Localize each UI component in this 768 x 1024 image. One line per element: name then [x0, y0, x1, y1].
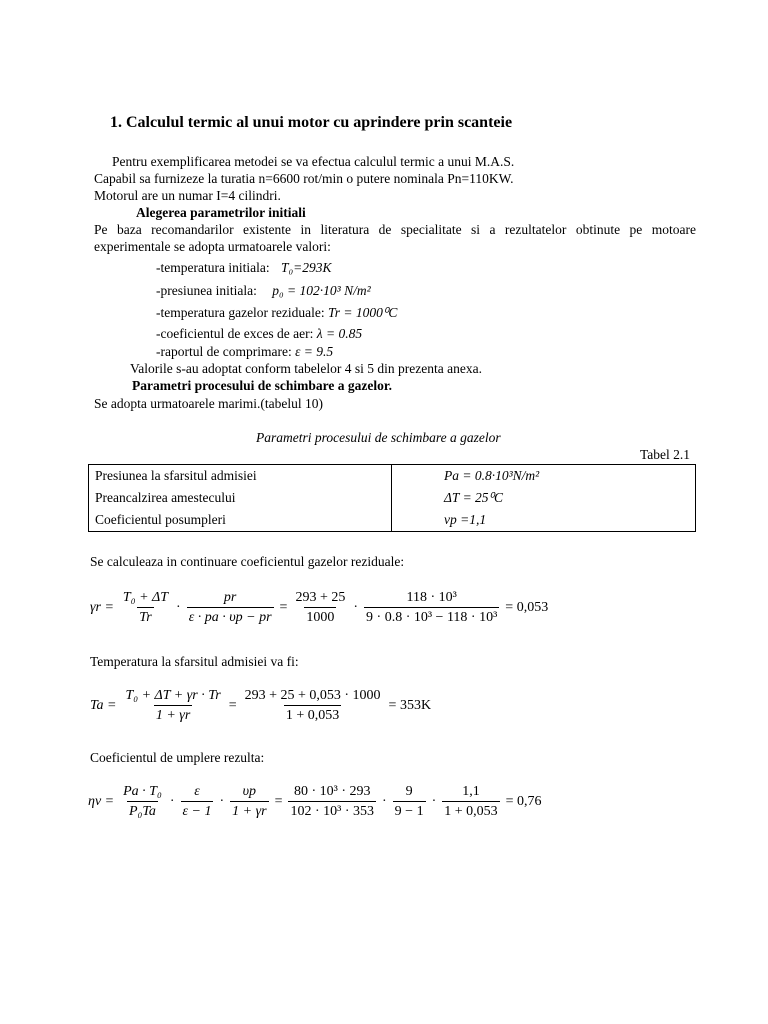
equation-result: = 0,053 [505, 600, 549, 615]
denominator: 1 + 0,053 [284, 705, 341, 724]
fraction [121, 590, 170, 626]
param-item-pressure [156, 283, 371, 299]
equation-intake-temperature: Ta = $\frac{\text{T₀ + ΔT + γr · Tr}}{1 + \gamma r}$ = $\frac{293 + 25 + 0,053 \cdot 1000}{1 + 0,053}$ = 353K [90, 688, 432, 723]
numerator: T₀ + ΔT + γr · Tr [125, 688, 221, 703]
fraction [442, 784, 499, 820]
denominator: ε · pa · υp − pr [187, 607, 274, 626]
numerator: 293 + 25 [295, 590, 346, 605]
denominator: ε − 1 [181, 801, 214, 820]
section1-para-line-1: Pe baza recomandarilor existente in literatura de specialitate si a rezultatelor obtinute pe motoare [94, 222, 696, 237]
param-item-air-excess [156, 326, 362, 342]
equation-result: = 353K [388, 698, 432, 713]
param-item-residual-temperature [156, 305, 397, 321]
intro-line-2: Capabil sa furnizeze la turatia n=6600 rot/min o putere nominala Pn=110KW. [94, 171, 514, 186]
section2-line: Se adopta urmatoarele marimi.(tabelul 10) [94, 396, 324, 411]
numerator: ε [194, 784, 200, 799]
table-caption: Parametri procesului de schimbare a gazelor [256, 430, 501, 445]
denominator: 1 + 0,053 [442, 801, 499, 820]
fraction [230, 784, 268, 820]
denominator: 1 + γr [154, 705, 192, 724]
intro-line-1: Pentru exemplificarea metodei se va efectua calculul termic a unui M.A.S. [112, 154, 515, 169]
denominator: P₀Ta [127, 801, 158, 820]
table-cell-name: Presiunea la sfarsitul admisiei [89, 465, 392, 488]
denominator: 9 − 1 [393, 801, 426, 820]
equation-lhs: ηv = [88, 794, 115, 809]
denominator: 9 · 0.8 · 10³ − 118 · 10³ [364, 607, 499, 626]
denominator: 1000 [304, 607, 336, 626]
param-label: -presiunea initiala: [156, 283, 257, 298]
numerator: 1,1 [462, 784, 480, 799]
equation-lhs: Ta = [90, 698, 117, 713]
numerator: Pa · T₀ [123, 784, 162, 799]
values-note: Valorile s-au adoptat conform tabelelor 4 si 5 din prezenta anexa. [130, 361, 482, 376]
param-value: p₀ = 102·10³ N/m² [272, 283, 371, 298]
equation-lhs: γr = [90, 600, 114, 615]
table-label: Tabel 2.1 [640, 447, 691, 462]
fraction [364, 590, 499, 626]
fraction [243, 688, 383, 724]
param-label: -raportul de comprimare: [156, 344, 292, 359]
param-label: -temperatura gazelor reziduale: [156, 305, 325, 320]
table-cell-value: Pa = 0.8·10³N/m² [444, 468, 540, 483]
calc-text-residual-coefficient: Se calculeaza in continuare coeficientul gazelor reziduale: [90, 554, 405, 569]
calc-text-intake-temperature: Temperatura la sfarsitul admisiei va fi: [90, 654, 299, 669]
denominator: 1 + γr [230, 801, 268, 820]
equation-result: = 0,76 [505, 794, 542, 809]
param-value: T₀=293K [280, 260, 332, 275]
fraction [187, 590, 274, 626]
numerator: 9 [405, 784, 413, 799]
equation-filling-coefficient: ηv = $\frac{\text{Pa · T₀}}{\text{P₀Ta}}$ · $\frac{\varepsilon}{\varepsilon - 1}$ · $\frac{\upsilon p}{1 + \gamma r}$ = $\frac{\text{80 · 10³ · 293}}{\text{102 · 10³ · 353}}$ · $\frac{9}{9 - 1}$ · $\frac{1,1}{1 + 0,053}$ = 0,76 [88, 784, 542, 819]
intro-line-3: Motorul are un numar I=4 cilindri. [94, 188, 281, 203]
numerator: T₀ + ΔT [122, 590, 169, 605]
table-cell-value: ΔT = 25⁰C [444, 490, 503, 505]
table-row [89, 509, 696, 532]
denominator: Tr [137, 607, 153, 626]
param-label: -coeficientul de exces de aer: [156, 326, 314, 341]
page-title: 1. Calculul termic al unui motor cu aprindere prin scanteie [110, 114, 513, 131]
section-heading-gas-exchange: Parametri procesului de schimbare a gazelor. [132, 378, 392, 393]
fraction [123, 688, 222, 724]
params-table [88, 464, 696, 532]
table-cell-name: Coeficientul posumpleri [89, 509, 392, 532]
table-cell-value: νp =1,1 [444, 512, 487, 527]
fraction [121, 784, 164, 820]
section-heading-initial-params: Alegerea parametrilor initiali [136, 205, 306, 220]
numerator: 80 · 10³ · 293 [293, 784, 371, 799]
table-cell-name: Preancalzirea amestecului [89, 487, 392, 509]
numerator: 118 · 10³ [406, 590, 457, 605]
numerator: υp [242, 784, 257, 799]
fraction [181, 784, 214, 820]
numerator: 293 + 25 + 0,053 · 1000 [244, 688, 381, 703]
fraction [393, 784, 426, 820]
param-item-temperature [156, 260, 332, 276]
param-value: λ = 0.85 [316, 326, 363, 341]
calc-text-filling-coefficient: Coeficientul de umplere rezulta: [90, 750, 265, 765]
param-value: Tr = 1000⁰C [328, 305, 398, 320]
fraction [288, 784, 376, 820]
param-label: -temperatura initiala: [156, 260, 270, 275]
table-row [89, 465, 696, 488]
section1-para-line-2: experimentale se adopta urmatoarele valori: [94, 239, 331, 254]
fraction [293, 590, 347, 626]
param-value: ε = 9.5 [295, 344, 334, 359]
equation-residual-coefficient: γr = $\frac{\text{T₀ + ΔT}}{Tr}$ · $\frac{pr}{\varepsilon \cdot pa \cdot \upsilon p - pr}$ = $\frac{293 + 25}{1000}$ · $\frac{\text{118 · 10³}}{\text{9 · 0.8 · 10³ − 118 · 10³}}$ = 0,053 [90, 590, 549, 625]
table-row [89, 487, 696, 509]
numerator: pr [223, 590, 237, 605]
param-item-compression-ratio [156, 344, 333, 360]
denominator: 102 · 10³ · 353 [288, 801, 376, 820]
